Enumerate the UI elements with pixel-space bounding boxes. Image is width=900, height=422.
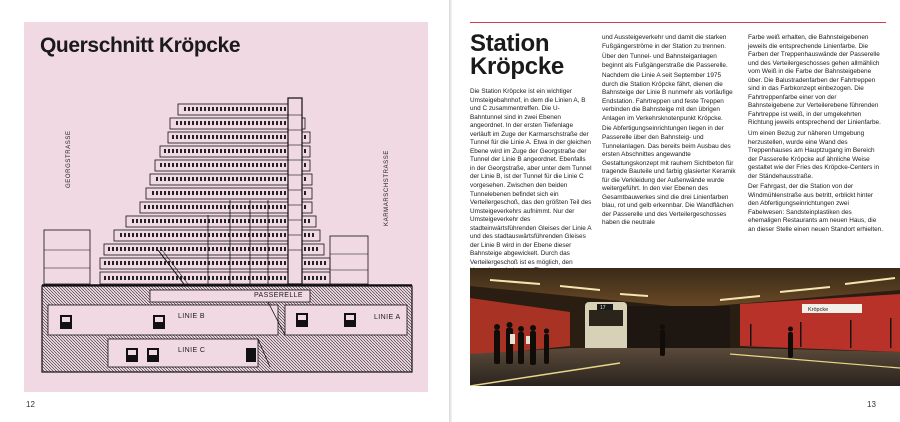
train-number: 17 xyxy=(600,305,606,311)
title-line-2: Kröpcke xyxy=(470,53,564,80)
paragraph: Um einen Bezug zur näheren Umgebung herzustellen, wurde eine Wand des Treppenhauses am Hauptzugang im Bereich der Passerelle Kröpcke auf ähnliche Weise gestaltet wie der Fries des Kröpcke-Centers in der Ständehausstraße. xyxy=(748,130,880,180)
text-column-2 xyxy=(602,34,737,230)
right-page xyxy=(452,0,900,422)
title-line-1: Station xyxy=(470,30,550,57)
paragraph: Die Station Kröpcke ist ein wichtiger Umsteigebahnhof, in dem die Linien A, B und C zusammentreffen. Die U-Bahntunnel sind in zwei Ebenen angeordnet. In der ersten Tiefenlage verläuft im Zuge der Karmarschstraße der Tunnel für die Linie A. Etwa in der gleichen Ebene wird im Zuge der Georgstraße der Tunnel der Linie B angeordnet. Ebenfalls in der Georgstraße, aber unter dem Tunnel der Linie B, ist der Tunnel für die Linie C vorgesehen. Zwischen den beiden Tunnelebenen befindet sich ein Verteilergeschoß, das den größten Teil des Umsteigeverkehrs aufnimmt. Nur der Umsteigeverkehr des stadteinwärtsführenden Gleises der Linie A und des stadtauswärtsführenden Gleises der Linie B wird in der Ebene dieser Bahnsteige abgewickelt. Durch das Verteilergeschoß ist es möglich, den xyxy=(470,88,592,266)
paragraph: und Aussteigeverkehr und damit die starken Fußgängerströme in der Station zu trennen. xyxy=(602,34,727,50)
paragraph: Die Abfertigungseinrichtungen liegen in der Passerelle über den Bahnsteig- und Tunnelanlagen. Das bereits beim Ausbau des ersten Abschnittes angewandte Gestaltungskonzept mit rauhem Sichtbeton für tragende Bauteile und farbig glasierter Keramik für die Verkleidung der Außenwände wurde weitergeführt. In den vier Ebenen des Gesamtbauwerkes sind die drei Linienfarben blau, rot und gelb erkennbar. Die Wandflächen der Passerelle und des Verteilergeschosses haben die neutrale xyxy=(602,125,736,227)
accent-rule xyxy=(470,22,886,23)
text-column-1 xyxy=(470,88,592,278)
label-linie-c: LINIE C xyxy=(178,347,206,354)
paragraph: Nachdem die Linie A seit September 1975 durch die Station Kröpcke fährt, dienen die Bahnsteige der Linie B nunmehr als vorläufige Endstation. Fahrtreppen und feste Treppen verbinden die Bahnsteige mit den übrigen Anlagen im Verkehrsknotenpunkt Kröpcke. xyxy=(602,72,733,122)
station-sign: Kröpcke xyxy=(808,307,829,313)
label-linie-a: LINIE A xyxy=(374,314,401,321)
label-linie-b: LINIE B xyxy=(178,313,205,320)
page-number-right: 13 xyxy=(867,400,876,409)
label-passerelle: PASSERELLE xyxy=(254,292,304,299)
label-karmarschstrasse: KARMARSCHSTRASSE xyxy=(384,150,390,226)
label-georgstrasse: GEORGSTRASSE xyxy=(66,130,72,188)
left-page-title: Querschnitt Kröpcke xyxy=(40,34,241,57)
paragraph: Der Fahrgast, der die Station von der Windmühlenstraße aus betritt, erblickt hinter den Abfertigungseinrichtungen zwei Fabelwesen: Sandsteinplastiken des ehemaligen Restaurants am neuen Haus, die an dieser Stelle einen neuen Standort erhielten. xyxy=(748,183,884,234)
station-photo xyxy=(470,268,900,386)
page-number-left: 12 xyxy=(26,400,35,409)
text-column-3 xyxy=(748,34,884,237)
paragraph: Über den Tunnel- und Bahnsteiganlagen beginnt als Fußgängerstraße die Passerelle. xyxy=(602,53,728,69)
right-page-title xyxy=(470,32,564,78)
paragraph: Farbe weiß erhalten, die Bahnsteigebenen jeweils die entsprechende Linienfarbe. Die Farben der Treppenhauswände der Passerelle und des Verteilergeschosses gehen allmählich vom Weiß in die Farbe der Bahnsteigebene über. Die Balustradenfarben der Fahrtreppen sind in das Farbkonzept einbezogen. Die Fahrtreppenfarbe einer von der Bahnsteigebene zur Verteilerebene führenden Fahrtreppe ist weiß, in der umgekehrten Richtung jeweils entsprechend der Linienfarbe. xyxy=(748,34,881,127)
